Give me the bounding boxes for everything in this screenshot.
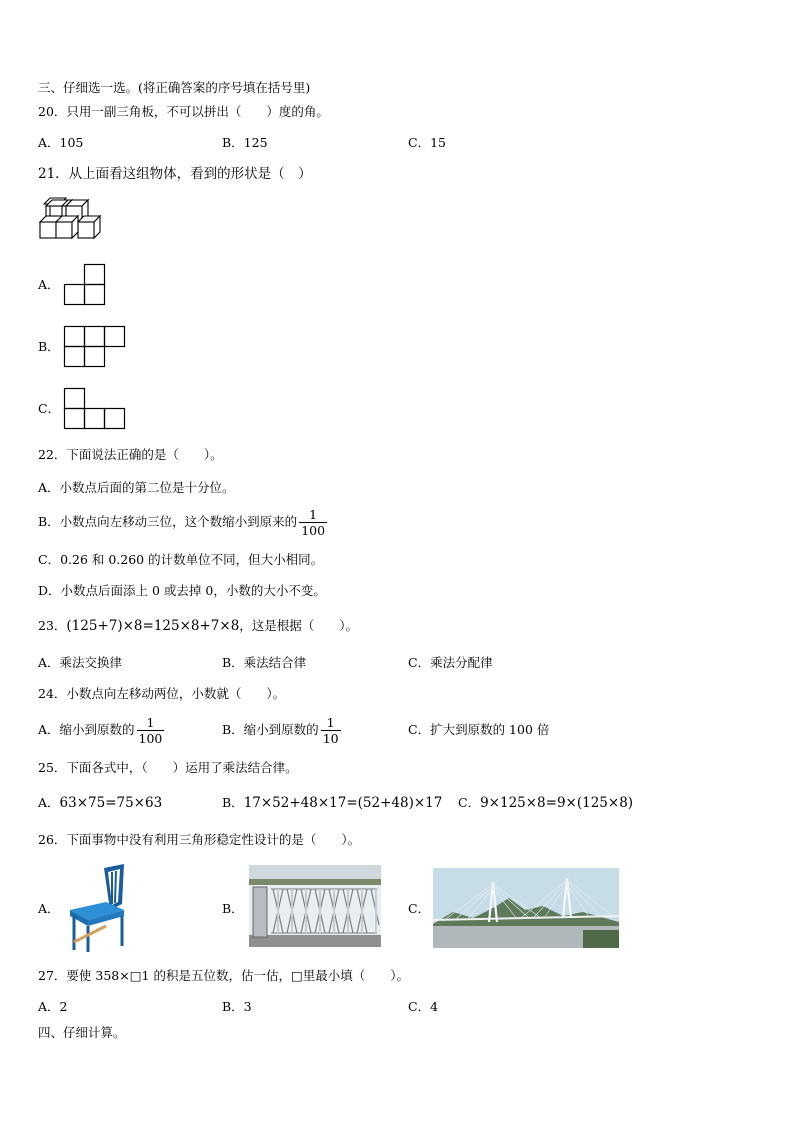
q22-option-c[interactable]: C．0.26 和 0.260 的计数单位不同，但大小相同。 <box>38 552 324 567</box>
question-27-stem: 27．要使 358×□1 的积是五位数，估一估，□里最小填（ ）。 <box>38 968 410 983</box>
q23-number: 23． <box>38 618 67 633</box>
q25-option-a-expression: 63×75=75×63 <box>59 795 163 811</box>
q24-option-c[interactable]: C．扩大到原数的 100 倍 <box>408 722 550 737</box>
q23-option-c[interactable]: C．乘法分配律 <box>408 655 493 670</box>
q26-option-c[interactable]: C． <box>408 901 431 916</box>
q22-option-b[interactable] <box>38 506 329 538</box>
fraction-1-10 <box>321 715 341 746</box>
retractable-gate-picture <box>249 865 381 947</box>
q26-option-a[interactable]: A． <box>38 901 60 916</box>
question-22-stem: 22．下面说法正确的是（ ）。 <box>38 447 223 462</box>
fraction-numerator: 1 <box>326 715 335 730</box>
q23-option-b[interactable]: B．乘法结合律 <box>222 655 307 670</box>
q24-option-b-text: B．缩小到原数的 <box>222 722 319 737</box>
q21-option-c[interactable]: C． <box>38 401 61 416</box>
question-26-stem: 26．下面事物中没有利用三角形稳定性设计的是（ ）。 <box>38 832 361 847</box>
question-20-stem: 20．只用一副三角板，不可以拼出（ ）度的角。 <box>38 104 329 119</box>
fraction-1-100 <box>137 715 165 746</box>
q20-option-c[interactable]: C．15 <box>408 135 446 150</box>
question-24-stem: 24．小数点向左移动两位，小数就（ ）。 <box>38 686 286 701</box>
q25-option-c-expression: 9×125×8=9×(125×8) <box>480 795 634 811</box>
q27-option-b[interactable]: B．3 <box>222 999 252 1014</box>
q24-option-a[interactable] <box>38 714 166 746</box>
q23-option-a[interactable]: A．乘法交换律 <box>38 655 123 670</box>
section-4-title: 四、仔细计算。 <box>38 1025 126 1040</box>
q25-option-a-label: A． <box>38 795 60 810</box>
q24-option-a-text: A．缩小到原数的 <box>38 722 135 737</box>
q21-shape-c <box>64 388 128 430</box>
fraction-numerator: 1 <box>309 507 318 522</box>
q21-option-b[interactable]: B． <box>38 339 60 354</box>
q25-option-c[interactable] <box>458 795 633 811</box>
q27-option-c[interactable]: C．4 <box>408 999 439 1014</box>
q20-option-b[interactable]: B．125 <box>222 135 268 150</box>
q26-option-b[interactable]: B． <box>222 901 244 916</box>
q25-option-b-expression: 17×52+48×17=(52+48)×17 <box>243 795 443 811</box>
q23-tail: ，这是根据（ ）。 <box>239 618 359 633</box>
q22-option-a[interactable]: A．小数点后面的第二位是十分位。 <box>38 480 235 495</box>
question-25-stem: 25．下面各式中，（ ）运用了乘法结合律。 <box>38 760 298 775</box>
fraction-numerator: 1 <box>146 715 155 730</box>
q27-option-a[interactable]: A．2 <box>38 999 68 1014</box>
q22-option-b-text: B．小数点向左移动三位，这个数缩小到原来的 <box>38 514 298 529</box>
q20-option-a[interactable]: A．105 <box>38 135 84 150</box>
cable-stayed-bridge-picture <box>433 868 619 948</box>
q25-option-b[interactable] <box>222 795 442 811</box>
q25-option-b-label: B． <box>222 795 244 810</box>
q21-option-a[interactable]: A． <box>38 277 60 292</box>
fraction-denominator: 100 <box>138 731 163 746</box>
q21-shape-b <box>64 326 128 368</box>
fraction-denominator: 100 <box>301 523 326 538</box>
q25-option-a[interactable] <box>38 795 162 811</box>
section-3-title: 三、仔细选一选。(将正确答案的序号填在括号里) <box>38 80 311 95</box>
fraction-1-100 <box>299 507 327 538</box>
q24-option-b[interactable] <box>222 714 343 746</box>
q23-expression: (125+7)×8=125×8+7×8 <box>66 618 240 634</box>
question-21-stem: 21．从上面看这组物体，看到的形状是（ ） <box>38 166 312 182</box>
q21-shape-a <box>64 264 108 306</box>
q22-option-d[interactable]: D．小数点后面添上 0 或去掉 0，小数的大小不变。 <box>38 583 326 598</box>
cube-stack-figure <box>36 198 102 244</box>
q25-option-c-label: C． <box>458 795 481 810</box>
chair-picture <box>66 864 132 952</box>
fraction-denominator: 10 <box>322 731 339 746</box>
question-23-stem <box>38 618 358 634</box>
